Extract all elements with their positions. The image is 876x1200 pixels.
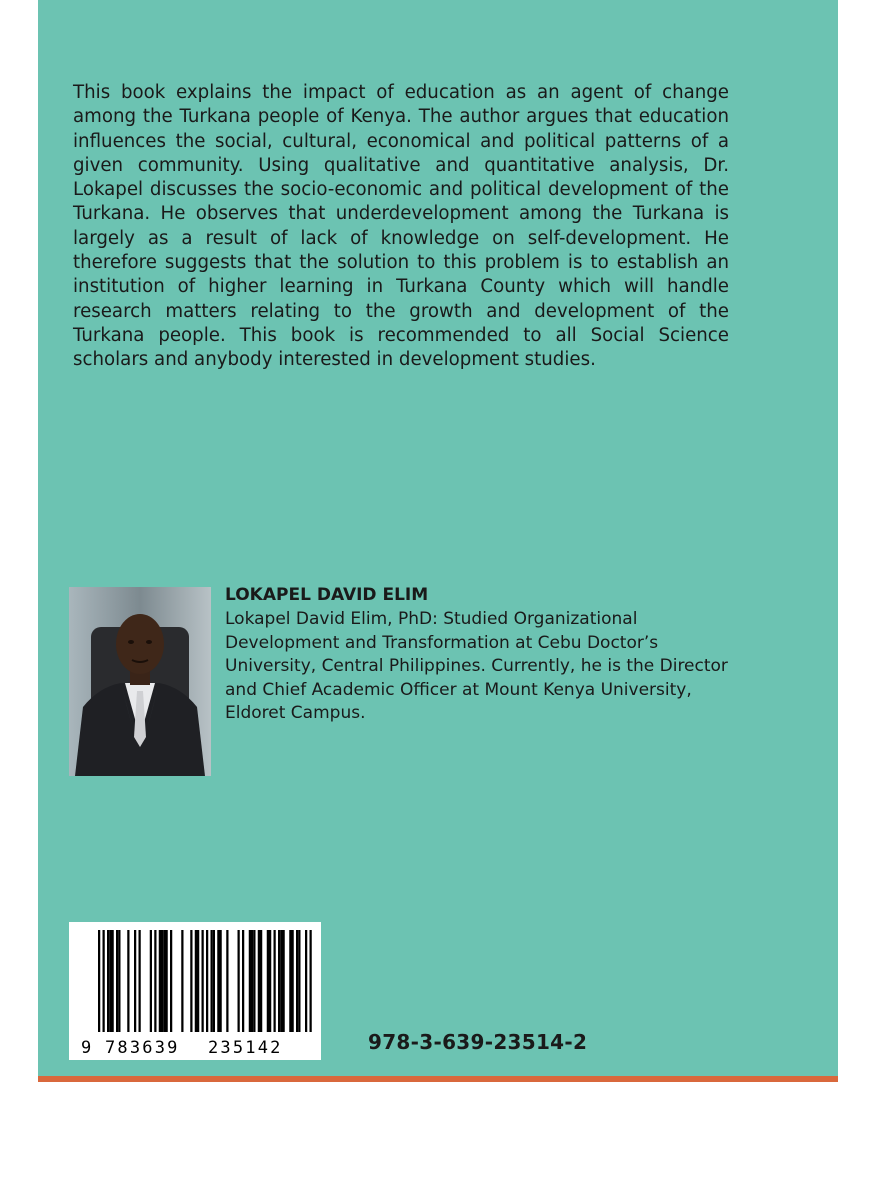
barcode-bar [112, 930, 114, 1034]
barcode-bar [139, 930, 141, 1034]
barcode-bar [283, 930, 285, 1034]
barcode-bar [217, 930, 219, 1034]
barcode-bar [298, 930, 300, 1034]
barcode-bar [159, 930, 161, 1034]
barcode-right-digits: 235142 [208, 1038, 283, 1058]
barcode-bar [249, 930, 251, 1034]
author-portrait-image [69, 587, 211, 776]
barcode-bar [226, 930, 228, 1034]
barcode-bar [278, 930, 280, 1034]
barcode-bar [292, 930, 294, 1034]
barcode-bar [109, 930, 111, 1034]
barcode-bar [267, 930, 269, 1034]
barcode-bar [280, 930, 282, 1034]
barcode-bar [238, 930, 240, 1034]
barcode-bar [242, 930, 244, 1034]
accent-stripe [38, 1076, 838, 1082]
barcode-bar [211, 930, 213, 1034]
barcode-bar [269, 930, 271, 1034]
author-bio: Lokapel David Elim, PhD: Studied Organizational Development and Transformation at Cebu Doctor’s University, Central Philippines. Currently, he is the Director and Chief Academic Officer at Mount Kenya University, Eldoret Campus. [225, 609, 728, 723]
barcode-bar [197, 930, 199, 1034]
barcode-bar [251, 930, 253, 1034]
barcode-lead-digit: 9 [81, 1038, 92, 1058]
barcode-bar [190, 930, 192, 1034]
barcode-bar [253, 930, 255, 1034]
author-photo [69, 587, 211, 776]
barcode-bar [296, 930, 298, 1034]
author-name: LOKAPEL DAVID ELIM [225, 585, 429, 605]
barcode-bar [260, 930, 262, 1034]
barcode-left-digits: 783639 [105, 1038, 180, 1058]
isbn-barcode [69, 922, 321, 1060]
barcode-bar [154, 930, 156, 1034]
barcode-bar [127, 930, 129, 1034]
barcode-bar [150, 930, 152, 1034]
barcode-bar [118, 930, 120, 1034]
barcode-bar [258, 930, 260, 1034]
barcode-bar [213, 930, 215, 1034]
barcode-bar [274, 930, 276, 1034]
barcode-bar [134, 930, 136, 1034]
barcode-bar [170, 930, 172, 1034]
barcode-bar [116, 930, 118, 1034]
barcode-bar [107, 930, 109, 1034]
barcode-bar [289, 930, 291, 1034]
barcode-bar [166, 930, 168, 1034]
barcode-graphic [69, 922, 321, 1060]
barcode-bar [161, 930, 163, 1034]
barcode-bar [163, 930, 165, 1034]
book-description: This book explains the impact of education as an agent of change among the Turkana people of Kenya. The author argues that education influences the social, cultural, economical and political patterns of a given community. Using qualitative and quantitative analysis, Dr. Lokapel discusses the socio-economic and political development of the Turkana. He observes that underdevelopment among the Turkana is largely as a result of lack of knowledge on self-development. He therefore suggests that the solution to this problem is to establish an institution of higher learning in Turkana County which will handle research matters relating to the growth and development of the Turkana people. This book is recommended to all Social Science scholars and anybody interested in development studies. [73, 82, 729, 371]
barcode-bar [220, 930, 222, 1034]
barcode-bar [195, 930, 197, 1034]
isbn-number: 978-3-639-23514-2 [368, 1030, 588, 1054]
barcode-bar [181, 930, 183, 1034]
